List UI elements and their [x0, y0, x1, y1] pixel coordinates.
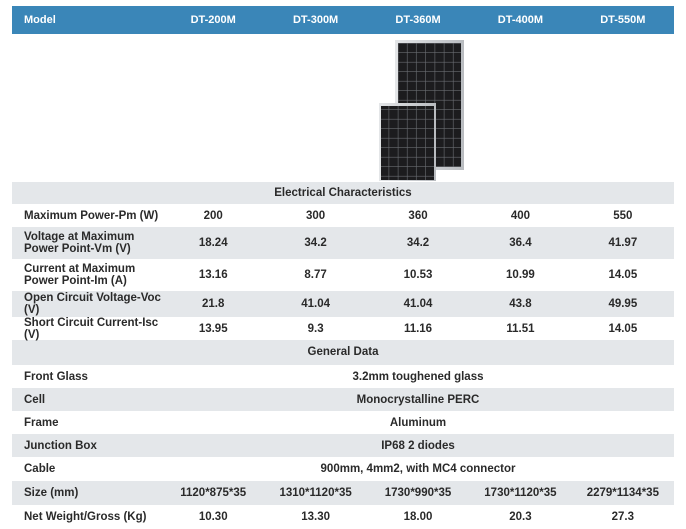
cell-value: Aluminum	[389, 416, 447, 429]
table-row	[12, 505, 674, 529]
cell-value: 1310*1120*35	[279, 487, 352, 499]
row-label: Short Circuit Current-Isc (V)	[24, 316, 159, 341]
cell-value: 1120*875*35	[180, 487, 247, 499]
table-row	[12, 434, 674, 457]
cell-value: Monocrystalline PERC	[356, 393, 480, 406]
cell-value: 13.16	[198, 269, 228, 281]
model-dt-360m: DT-360M	[395, 14, 441, 26]
row-label: Cell	[24, 393, 46, 406]
cell-value: 550	[613, 209, 633, 222]
cell-value: 41.04	[403, 298, 433, 310]
cell-value: 27.3	[611, 511, 635, 523]
row-label: Open Circuit Voltage-Voc (V)	[24, 292, 161, 316]
cell-value: 11.16	[403, 322, 433, 335]
cell-value: 1730*1120*35	[484, 487, 557, 499]
table-row	[12, 317, 674, 340]
cell-value: 8.77	[304, 269, 327, 281]
model-dt-550m: DT-550M	[600, 14, 646, 26]
spec-table	[12, 6, 674, 529]
table-row	[12, 411, 674, 434]
cell-value: 3.2mm toughened glass	[352, 370, 484, 383]
general-section-title: General Data	[12, 340, 674, 365]
cell-value: 41.04	[301, 298, 330, 310]
cell-value: 9.3	[307, 322, 324, 335]
front-solar-panel	[379, 103, 436, 181]
table-row	[12, 457, 674, 481]
table-row	[12, 259, 674, 291]
row-label: Cable	[24, 463, 56, 475]
table-row	[12, 481, 674, 505]
cell-value: 10.30	[198, 511, 228, 523]
cell-value: 1730*990*35	[384, 487, 452, 499]
row-label: Current at Maximum Power Point-Im (A)	[24, 263, 136, 287]
row-label: Maximum Power-Pm (W)	[24, 209, 159, 222]
cell-value: 14.05	[608, 269, 638, 281]
table-row	[12, 204, 674, 227]
row-label: Net Weight/Gross (Kg)	[24, 511, 147, 523]
table-row	[12, 365, 674, 388]
cell-value: 41.97	[608, 237, 638, 249]
electrical-section-title: Electrical Characteristics	[12, 182, 674, 204]
cell-value: 36.4	[509, 237, 532, 249]
cell-value: 34.2	[304, 237, 327, 249]
row-label: Frame	[24, 416, 59, 429]
cell-value: 13.30	[301, 511, 330, 523]
table-header	[12, 6, 674, 34]
table-row	[12, 227, 674, 259]
model-dt-400m: DT-400M	[497, 14, 544, 26]
cell-value: 18.24	[198, 237, 228, 249]
cell-value: 20.3	[509, 511, 532, 523]
solar-panels-image	[12, 34, 674, 182]
cell-value: 10.99	[506, 269, 535, 281]
cell-value: 43.8	[509, 298, 532, 310]
cell-value: 18.00	[403, 511, 433, 523]
cell-value: 13.95	[198, 322, 228, 335]
row-label: Size (mm)	[24, 487, 79, 499]
cell-value: IP68 2 diodes	[381, 439, 455, 452]
cell-value: 14.05	[608, 322, 638, 335]
row-label: Junction Box	[24, 439, 97, 452]
table-row	[12, 291, 674, 317]
cell-value: 11.51	[506, 322, 535, 335]
row-label: Front Glass	[24, 370, 88, 383]
cell-value: 34.2	[406, 237, 430, 249]
cell-value: 400	[510, 209, 531, 222]
cell-value: 200	[203, 209, 223, 222]
cell-value: 360	[408, 209, 428, 222]
cell-value: 2279*1134*35	[586, 487, 659, 499]
model-label: Model	[24, 14, 56, 26]
cell-value: 21.8	[202, 298, 225, 310]
table-row	[12, 388, 674, 411]
cell-value: 49.95	[608, 298, 638, 310]
row-label: Voltage at Maximum Power Point-Vm (V)	[24, 231, 135, 255]
product-image-area	[12, 34, 674, 182]
model-dt-300m: DT-300M	[292, 14, 339, 26]
cell-value: 300	[306, 209, 326, 222]
cell-value: 10.53	[403, 269, 433, 281]
cell-value: 900mm, 4mm2, with MC4 connector	[320, 463, 516, 475]
model-dt-200m: DT-200M	[190, 14, 236, 26]
